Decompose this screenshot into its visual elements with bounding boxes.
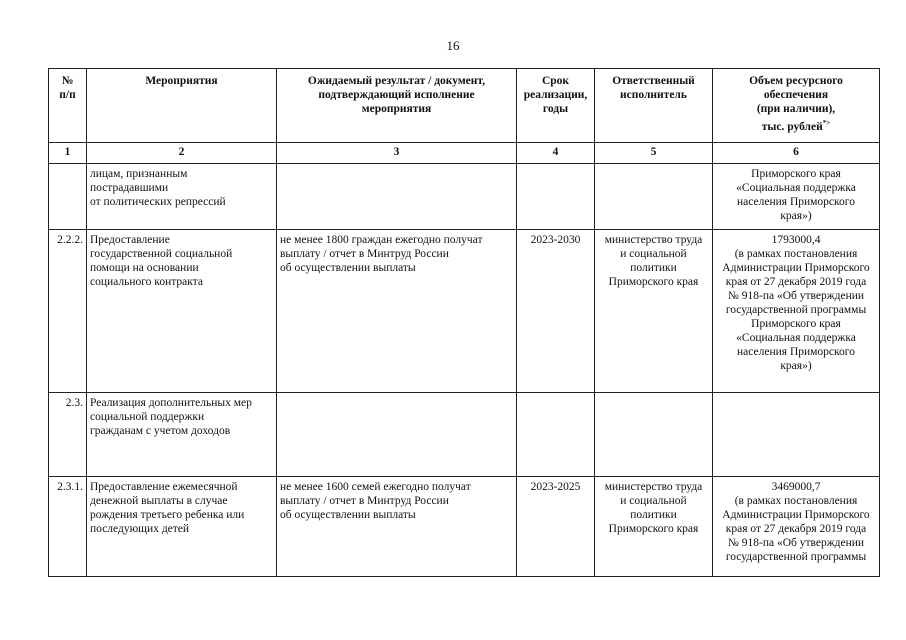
header-funding-cell: [713, 69, 880, 143]
header-activity: Мероприятия: [87, 69, 277, 143]
row-result: не менее 1600 семей ежегодно получат выплату / отчет в Минтруд России об осуществлении выплаты: [277, 477, 517, 577]
header-result: Ожидаемый результат / документ, подтверждающий исполнение мероприятия: [277, 69, 517, 143]
header-num: № п/п: [49, 69, 87, 143]
column-number: 6: [713, 143, 880, 164]
page-number: 16: [446, 38, 460, 53]
header-funding-mark: *>: [822, 119, 831, 127]
header-term: Срок реализации, годы: [517, 69, 595, 143]
table-row: [49, 393, 880, 477]
row-funding: Приморского края «Социальная поддержка населения Приморского края»): [713, 164, 880, 230]
row-activity: Реализация дополнительных мер социальной поддержки гражданам с учетом доходов: [87, 393, 277, 477]
header-executor: Ответственный исполнитель: [595, 69, 713, 143]
header-funding: Объем ресурсного обеспечения (при наличии), тыс. рублей: [749, 75, 843, 133]
column-number-row: [49, 143, 880, 164]
row-funding: 3469000,7 (в рамках постановления Администрации Приморского края от 27 декабря 2019 года № 918-па «Об утверждении государственной программы: [713, 477, 880, 577]
header-row: [49, 69, 880, 143]
program-table: [48, 68, 880, 577]
column-number: 5: [595, 143, 713, 164]
column-number: 2: [87, 143, 277, 164]
row-executor: министерство труда и социальной политики Приморского края: [595, 230, 713, 393]
row-funding: 1793000,4 (в рамках постановления Администрации Приморского края от 27 декабря 2019 года № 918-па «Об утверждении государственной программы Приморского края «Социальная поддержка населения Приморского края»): [713, 230, 880, 393]
row-num: 2.2.2.: [49, 230, 87, 393]
row-activity: лицам, признанным пострадавшими от политических репрессий: [87, 164, 277, 230]
row-term: 2023-2025: [517, 477, 595, 577]
row-executor: [595, 393, 713, 477]
row-funding: [713, 393, 880, 477]
row-result: [277, 393, 517, 477]
row-executor: министерство труда и социальной политики Приморского края: [595, 477, 713, 577]
column-number: 4: [517, 143, 595, 164]
row-num: [49, 164, 87, 230]
row-term: [517, 393, 595, 477]
row-term: 2023-2030: [517, 230, 595, 393]
row-num: 2.3.: [49, 393, 87, 477]
row-result: [277, 164, 517, 230]
table-row: [49, 477, 880, 577]
row-activity: Предоставление государственной социальной помощи на основании социального контракта: [87, 230, 277, 393]
row-activity: Предоставление ежемесячной денежной выплаты в случае рождения третьего ребенка или последующих детей: [87, 477, 277, 577]
column-number: 3: [277, 143, 517, 164]
row-num: 2.3.1.: [49, 477, 87, 577]
column-number: 1: [49, 143, 87, 164]
row-result: не менее 1800 граждан ежегодно получат выплату / отчет в Минтруд России об осуществлении выплаты: [277, 230, 517, 393]
row-executor: [595, 164, 713, 230]
table-row: [49, 230, 880, 393]
row-term: [517, 164, 595, 230]
table-row: [49, 164, 880, 230]
